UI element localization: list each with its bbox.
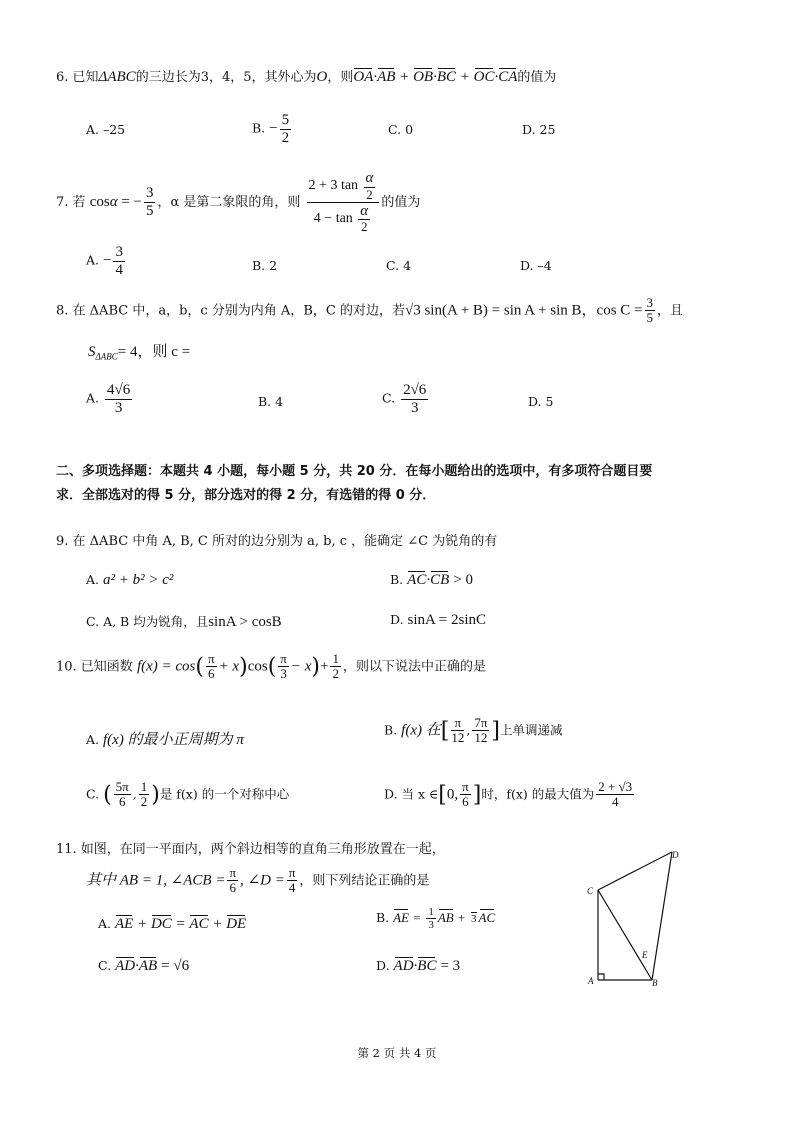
q11-opt-b: B. AE = $\frac{1}{3}$ AB + 3 AC — [376, 906, 496, 932]
q9-opt-d: D. sinA = 2sinC — [390, 612, 487, 628]
label-d: D — [672, 850, 679, 860]
q6-opt-a: A. –25 — [86, 122, 126, 137]
q7-opt-d: D. –4 — [520, 258, 552, 273]
q10-stem: 10. 已知函数 f(x) = cos( $\frac{\pi}{6}$ + x)cos( $\frac{\pi}{3}$ − x)+ $\frac{1}{2}$ ，则以下说法中正确的是 — [56, 651, 486, 682]
q9-stem: 9. 在 ΔABC 中角 A, B, C 所对的边分别为 a, b, c ，能确定 ∠C 为锐角的有 — [56, 534, 498, 549]
q6-opt-d: D. 25 — [522, 122, 556, 137]
q7-opt-b: B. 2 — [252, 258, 278, 273]
section2-heading-line2: 求．全部选对的得 5 分，部分选对的得 2 分，有选错的得 0 分． — [56, 488, 436, 503]
segment-db — [652, 852, 672, 980]
q11-opt-c: C. AD·AB = √6 — [98, 958, 190, 974]
q6-opt-c: C. 0 — [388, 122, 414, 137]
q7-opt-a: A. − $\frac{3}{4}$ — [86, 244, 123, 278]
label-e: E — [642, 950, 648, 960]
q10-opt-d: D. 当 x ∈[0, $\frac{\pi}{6}$ ]时，f(x) 的最大值为 $\frac{2 + √3}{4}$ — [384, 779, 633, 810]
q10-opt-b: B. f(x) 在[ $\frac{\pi}{12}$ , $\frac{7\pi}{12}$ ]上单调递减 — [384, 715, 563, 746]
label-a: A — [588, 976, 594, 986]
section2-heading-line1: 二、多项选择题：本题共 4 小题，每小题 5 分，共 20 分．在每小题给出的选项中，有多项符合题目要 — [56, 464, 653, 479]
q8-opt-b: B. 4 — [258, 394, 284, 409]
q9-opt-b: B. AC·CB > 0 — [390, 572, 473, 588]
q11-triangle-figure — [580, 840, 690, 990]
label-b: B — [652, 978, 658, 988]
q11-stem-line2: 其中 AB = 1, ∠ACB = $\frac{\pi}{6}$ , ∠D = $\frac{\pi}{4}$ ，则下列结论正确的是 — [86, 865, 430, 896]
q11-opt-a: A. AE + DC = AC + DE — [98, 916, 247, 932]
segment-cb — [598, 890, 652, 980]
q8-opt-a: A. $\frac{4√6}{3}$ — [86, 382, 131, 416]
q7-stem: 7. 若 cosα = − $\frac{3}{5}$ ，α 是第二象限的角，则 2 + 3 tan $\frac{\alpha}{2}$ 4 − tan $\frac{\alpha}{2}$ 的值为 — [56, 170, 421, 235]
q8-opt-c: C. $\frac{2√6}{3}$ — [382, 382, 427, 416]
q6-opt-b: B. − $\frac{5}{2}$ — [252, 112, 290, 146]
q9-opt-c: C. A, B 均为锐角，且sinA > cosB — [86, 614, 282, 630]
q8-stem-line2: $S_{\Delta ABC}= 4$，则 c = — [88, 344, 191, 362]
q8-opt-d: D. 5 — [528, 394, 554, 409]
q6-stem: 6. 已知ΔABC的三边长为3，4，5，其外心为O，则OA·AB + OB·BC + OC·CA的值为 — [56, 69, 557, 85]
q9-opt-a: A. a² + b² > c² — [86, 572, 174, 588]
segment-cd — [598, 852, 672, 890]
right-angle-mark — [598, 974, 604, 980]
label-c: C — [587, 886, 594, 896]
q7-opt-c: C. 4 — [386, 258, 412, 273]
q10-opt-a: A. f(x) 的最小正周期为 π — [86, 732, 244, 748]
q11-opt-d: D. AD·BC = 3 — [376, 958, 461, 974]
page-footer: 第 2 页 共 4 页 — [357, 1046, 437, 1060]
q10-opt-c: C. ( $\frac{5\pi}{6}$ , $\frac{1}{2}$ )是 f(x) 的一个对称中心 — [86, 779, 290, 810]
q8-stem-line1: 8. 在 ΔABC 中，a，b，c 分别为内角 A，B，C 的对边，若√3 sin(A + B) = sin A + sin B，cos C = $\frac{3}{5}$ ，且 — [56, 295, 684, 326]
q11-stem-line1: 11. 如图，在同一平面内，两个斜边相等的直角三角形放置在一起， — [56, 842, 445, 857]
